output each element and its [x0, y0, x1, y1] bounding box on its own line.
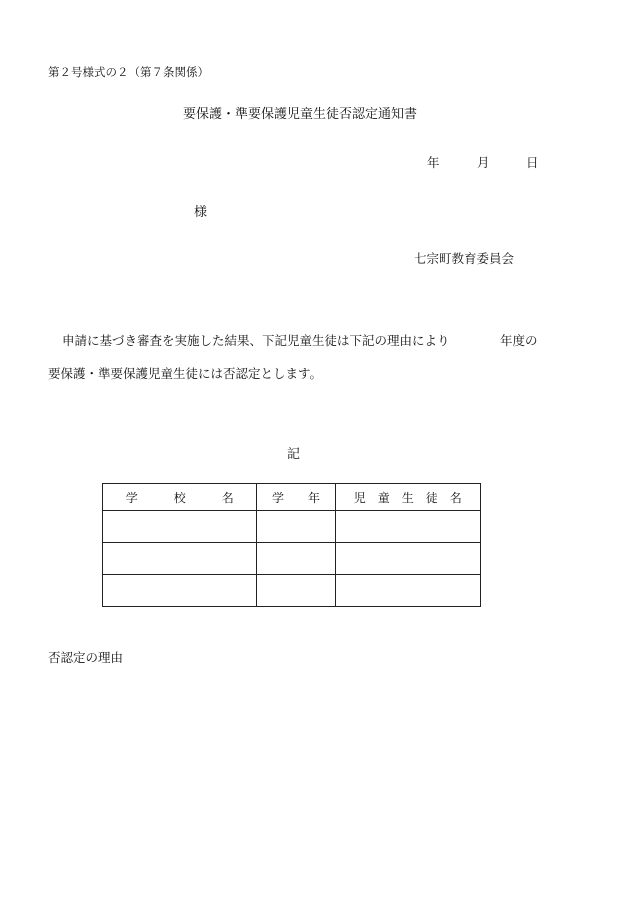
table-header-row: [103, 484, 481, 511]
addressee-honorific: 様: [194, 205, 208, 220]
header-student-name: 児 童 生 徒 名: [335, 484, 480, 511]
ki-heading: 記: [287, 447, 301, 462]
cell-school-name: [103, 575, 257, 607]
cell-grade: [257, 543, 335, 575]
date-month-label: 月: [477, 155, 490, 170]
body-text-line2: 要保護・準要保護児童生徒には否認定とします。: [48, 366, 323, 381]
table-row: [103, 511, 481, 543]
cell-school-name: [103, 511, 257, 543]
date-day-label: 日: [526, 155, 539, 170]
cell-student-name: [335, 543, 480, 575]
rejection-reason-label: 否認定の理由: [48, 650, 124, 665]
body-text-line1: 申請に基づき審査を実施した結果、下記児童生徒は下記の理由により: [62, 333, 450, 348]
cell-grade: [257, 511, 335, 543]
issuer-name: 七宗町教育委員会: [414, 251, 515, 266]
header-school-name: 学 校 名: [103, 484, 257, 511]
cell-student-name: [335, 511, 480, 543]
body-text-year: 年度の: [500, 333, 538, 348]
date-year-label: 年: [427, 155, 440, 170]
header-grade: 学 年: [257, 484, 335, 511]
student-table: [102, 483, 481, 607]
document-title: 要保護・準要保護児童生徒否認定通知書: [183, 107, 418, 122]
cell-grade: [257, 575, 335, 607]
form-number: 第２号様式の２（第７条関係）: [48, 65, 209, 79]
table-row: [103, 543, 481, 575]
cell-school-name: [103, 543, 257, 575]
table-row: [103, 575, 481, 607]
cell-student-name: [335, 575, 480, 607]
